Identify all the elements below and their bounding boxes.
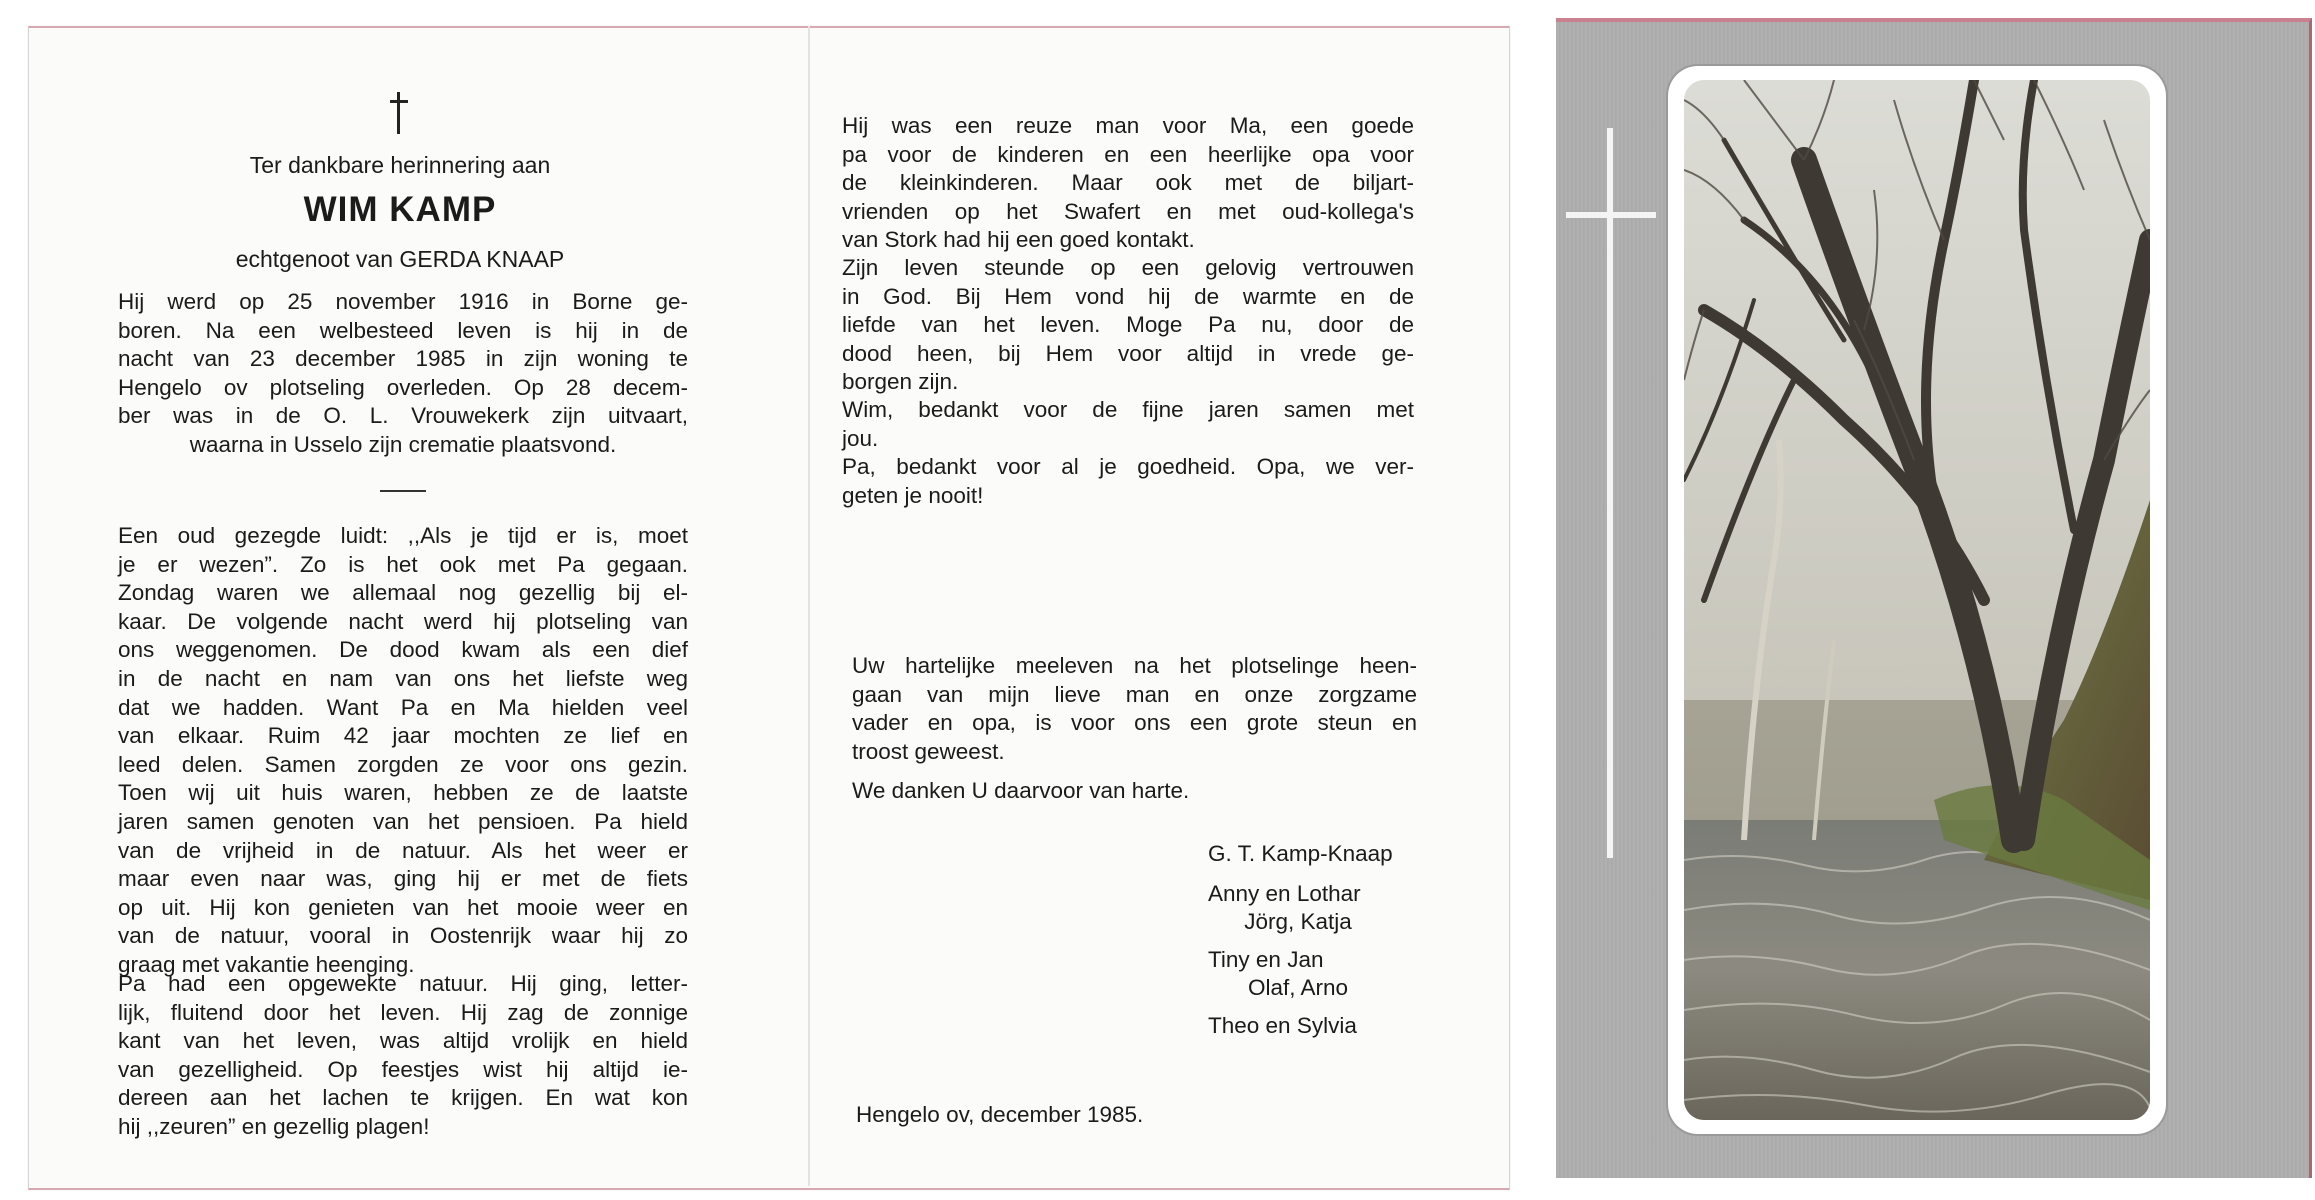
signature-family-tiny xyxy=(1208,946,1388,1002)
family-paragraph xyxy=(842,112,1414,255)
text-line: hij ,,zeuren” en gezellig plagen! xyxy=(118,1113,430,1139)
thanks-line: We danken U daarvoor van harte. xyxy=(852,778,1190,803)
text-line: borgen zijn. xyxy=(842,369,959,395)
gratitude-paragraph xyxy=(852,652,1417,766)
text-line: in God. Bij Hem vond hij de warmte en de xyxy=(842,283,1414,309)
spouse-line: echtgenoot van GERDA KNAAP xyxy=(235,246,565,272)
text-line: geten je nooit! xyxy=(842,482,984,508)
faith-paragraph xyxy=(842,254,1414,397)
text-line: Wim, bedankt voor de fijne jaren samen met xyxy=(842,397,1414,422)
text-line: dat we hadden. Want Pa en Ma hielden veel xyxy=(118,694,688,720)
text-line: Toen wij uit huis waren, hebben ze de laatste xyxy=(118,780,688,806)
text-line: van de natuur, vooral in Oostenrijk waar hij zo xyxy=(118,923,688,949)
signature-line: Jörg, Katja xyxy=(1244,909,1352,934)
text-line: vrienden op het Swafert en met oud-kollega's xyxy=(842,198,1414,224)
thanks-wim-paragraph xyxy=(842,396,1414,453)
text-line: liefde van het leven. Moge Pa nu, door de xyxy=(842,312,1414,338)
text-line: in de nacht en nam van ons het liefste weg xyxy=(118,665,688,691)
text-line: ber was in de O. L. Vrouwekerk zijn uitvaart, xyxy=(118,403,688,429)
text-line: Zijn leven steunde op een gelovig vertrouwen xyxy=(842,255,1414,280)
text-line: Pa, bedankt voor al je goedheid. Opa, we ver- xyxy=(842,454,1414,479)
text-line: je er wezen”. Zo is het ook met Pa gegaan. xyxy=(118,551,688,577)
river-trees-photo xyxy=(1684,80,2150,1120)
deceased-name: WIM KAMP xyxy=(303,190,497,229)
text-line: Zondag waren we allemaal nog gezellig bij el- xyxy=(118,580,688,606)
text-line: waarna in Usselo zijn crematie plaatsvond. xyxy=(189,431,617,457)
landscape-illustration xyxy=(1684,80,2150,1120)
cross-icon xyxy=(390,92,408,134)
signature-line: Olaf, Arno xyxy=(1247,975,1349,1000)
signature-line: Anny en Lothar xyxy=(1208,881,1361,906)
text-line: van gezelligheid. Op feestjes wist hij altijd ie- xyxy=(118,1056,688,1082)
text-line: jou. xyxy=(842,425,879,451)
text-line: Hij was een reuze man voor Ma, een goede xyxy=(842,113,1414,138)
text-line: van de vrijheid in de natuur. Als het weer er xyxy=(118,837,688,863)
thanks-pa-paragraph xyxy=(842,453,1414,510)
text-line: Uw hartelijke meeleven na het plotselinge heen- xyxy=(852,653,1417,678)
signature-line: Tiny en Jan xyxy=(1208,947,1324,972)
text-line: Hij werd op 25 november 1916 in Borne ge- xyxy=(118,289,688,314)
text-line: pa voor de kinderen en een heerlijke opa voor xyxy=(842,141,1414,167)
text-line: van elkaar. Ruim 42 jaar mochten ze lief en xyxy=(118,723,688,749)
text-line: dood heen, bij Hem voor altijd in vrede ge- xyxy=(842,340,1414,366)
text-line: kaar. De volgende nacht werd hij plotseling van xyxy=(118,608,688,634)
text-line: maar even naar was, ging hij er met de fiets xyxy=(118,866,688,892)
text-line: jaren samen genoten van het pensioen. Pa hield xyxy=(118,808,688,834)
text-line: Hengelo ov plotseling overleden. Op 28 decem- xyxy=(118,374,688,400)
divider xyxy=(380,490,426,492)
signature-family-theo: Theo en Sylvia xyxy=(1208,1013,1357,1038)
text-line: vader en opa, is voor ons een grote steun en xyxy=(852,710,1417,736)
signature-family-anny xyxy=(1208,880,1388,936)
intro-line: Ter dankbare herinnering aan xyxy=(249,152,551,178)
text-line: ons weggenomen. De dood kwam als een dief xyxy=(118,637,688,663)
text-line: dereen aan het lachen te krijgen. En wat kon xyxy=(118,1085,688,1111)
text-line: Een oud gezegde luidt: ,,Als je tijd er is, moet xyxy=(118,523,688,548)
character-paragraph xyxy=(118,970,688,1142)
memory-paragraph xyxy=(118,522,688,980)
text-line: graag met vakantie heenging. xyxy=(118,951,415,977)
place-date: Hengelo ov, december 1985. xyxy=(856,1102,1144,1127)
text-line: nacht van 23 december 1985 in zijn woning te xyxy=(118,346,688,372)
text-line: boren. Na een welbesteed leven is hij in de xyxy=(118,317,688,343)
text-line: Pa had een opgewekte natuur. Hij ging, letter- xyxy=(118,971,688,996)
page-fold xyxy=(808,26,810,1186)
text-line: van Stork had hij een goed kontakt. xyxy=(842,227,1195,253)
text-line: leed delen. Samen zorgden ze voor ons gezin. xyxy=(118,751,688,777)
signature-widow: G. T. Kamp-Knaap xyxy=(1208,841,1393,866)
text-line: op uit. Hij kon genieten van het mooie weer en xyxy=(118,894,688,920)
text-line: de kleinkinderen. Maar ook met de biljart- xyxy=(842,170,1414,196)
text-line: gaan van mijn lieve man en onze zorgzame xyxy=(852,681,1417,707)
text-line: troost geweest. xyxy=(852,738,1005,764)
biography-paragraph xyxy=(118,288,688,460)
text-line: kant van het leven, was altijd vrolijk en hield xyxy=(118,1028,688,1054)
text-line: lijk, fluitend door het leven. Hij zag de zonnige xyxy=(118,999,688,1025)
